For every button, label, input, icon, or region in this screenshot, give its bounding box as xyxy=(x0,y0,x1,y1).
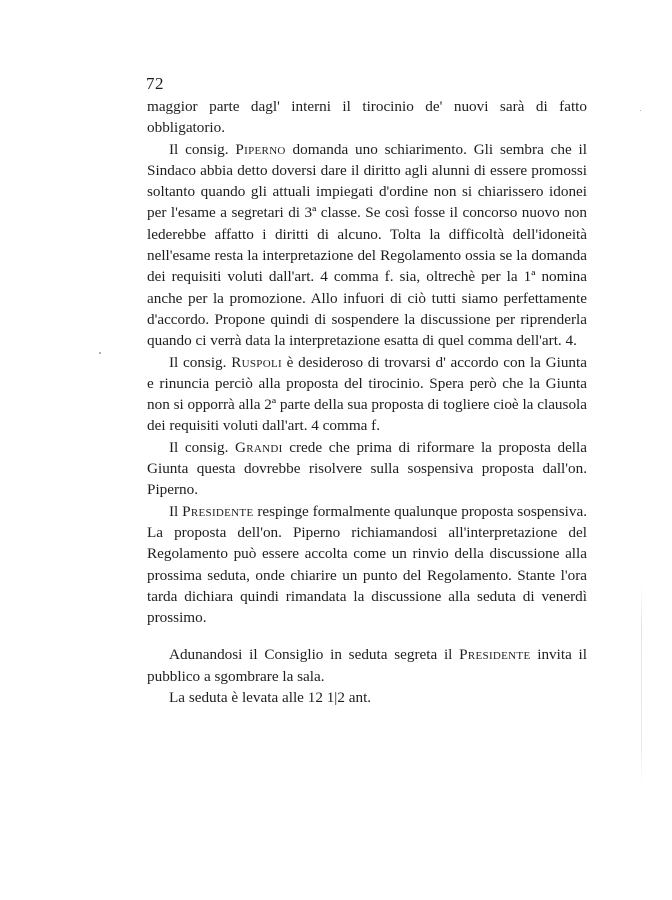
body-text xyxy=(147,96,587,708)
speaker-name: Presidente xyxy=(459,646,531,664)
speaker-name: Piperno xyxy=(235,140,286,158)
paragraph-lead: Il xyxy=(169,502,183,520)
paragraph-secret-session xyxy=(147,644,587,687)
paragraph-body: è desideroso di trovarsi d' accordo con la Giunta e rinuncia perciò alla proposta del tirocinio. Spera però che la Giunta non si opporrà alla 2ª parte della sua proposta di togliere cioè la clausola dei requisiti voluti dall'art. 4 comma f. xyxy=(147,353,587,435)
speaker-name: Presidente xyxy=(182,502,254,520)
paragraph-body: domanda uno schiarimento. Gli sembra che il Sindaco abbia detto doversi dare il diritto agli alunni di essere promossi soltanto quando gli attuali impiegati d'ordine non si chiarissero idonei per l'esame a segretari di 3ª classe. Se così fosse il concorso nuovo non lederebbe affatto i diritti di alcuno. Tolta la difficoltà dell'idoneità nell'esame resta la interpretazione del Regolamento ossia se la domanda dei requisiti voluti dall'art. 4 comma f. sia, oltrechè per la 1ª nomina anche per la promozione. Allo infuori di ciò tutti siamo perfettamente d'accordo. Propone quindi di sospendere la discussione per riprenderla quando ci verrà data la interpretazione esatta di quel comma dell'art. 4. xyxy=(147,140,587,350)
speaker-name: Ruspoli xyxy=(231,353,282,371)
paragraph-body: invita il pubblico a sgombrare la sala. xyxy=(147,646,587,685)
paragraph-presidente xyxy=(147,501,587,629)
paragraph-ruspoli xyxy=(147,352,587,437)
paragraph-lead: Il consig. xyxy=(169,140,236,158)
speaker-name: Grandi xyxy=(235,438,283,456)
paragraph-continuation: maggior parte dagl' interni il tirocinio de' nuovi sarà di fatto obbligatorio. xyxy=(147,98,587,137)
page-edge-shadow xyxy=(641,585,642,785)
paragraph-lead: Il consig. xyxy=(169,438,235,456)
paragraph-body: respinge formalmente qualunque proposta sospensiva. La proposta dell'on. Piperno richiamandosi all'interpretazione del Regolamento può essere accolta come un rinvio della discussione alla prossima seduta, onde chiarire un punto del Regolamento. Stante l'ora tarda dichiara quindi rimandata la discussione alla seduta di venerdì prossimo. xyxy=(147,502,587,627)
paragraph-lead: Il consig. xyxy=(169,353,232,371)
paragraph-body: crede che prima di riformare la proposta della Giunta questa dovrebbe risolvere sulla sospensiva proposta dall'on. Piperno. xyxy=(147,438,587,499)
page-number: 72 xyxy=(146,74,164,93)
paragraph-piperno xyxy=(147,139,587,352)
paragraph-closing: La seduta è levata alle 12 1|2 ant. xyxy=(169,689,372,707)
paper-speck xyxy=(99,352,101,354)
paragraph-lead: Adunandosi il Consiglio in seduta segreta il xyxy=(169,646,460,664)
paragraph-grandi xyxy=(147,437,587,501)
paper-speck xyxy=(640,110,641,111)
